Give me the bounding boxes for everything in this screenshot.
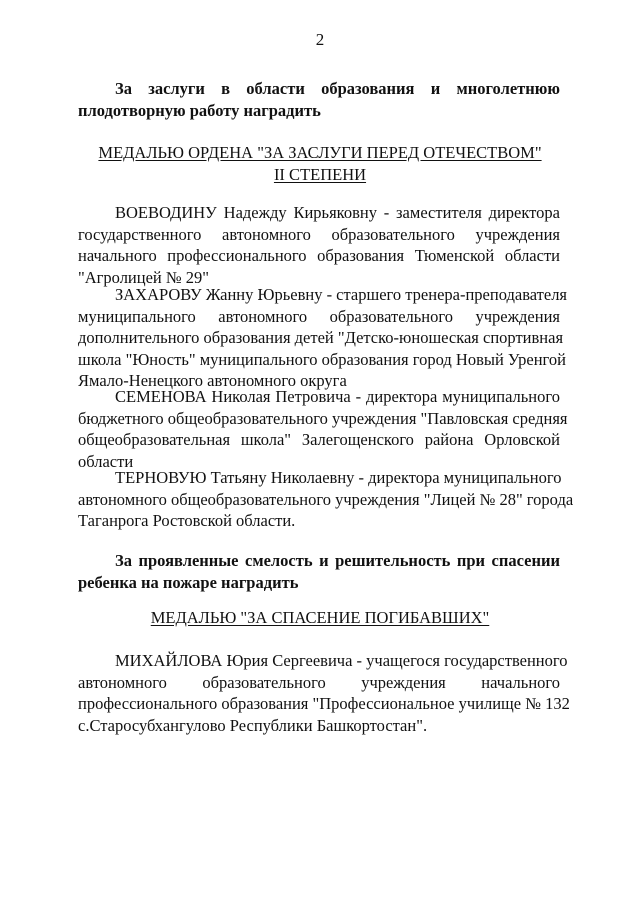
awardee-line: профессионального образования "Профессиональное училище № 132 xyxy=(78,694,570,713)
awardee-paragraph xyxy=(78,386,568,472)
section1-intro-line: плодотворную работу наградить xyxy=(78,100,321,120)
awardee-line: с.Старосубхангулово Республики Башкортостан". xyxy=(78,715,428,735)
award-title-line: МЕДАЛЬЮ ОРДЕНА "ЗА ЗАСЛУГИ ПЕРЕД ОТЕЧЕСТВОМ" xyxy=(98,143,542,162)
awardee-line: общеобразовательная школа" Залегощенского района Орловской xyxy=(78,430,560,449)
awardee-line: муниципального автономного образовательного учреждения xyxy=(78,306,560,326)
awardee-line: ВОЕВОДИНУ Надежду Кирьяковну - заместителя директора xyxy=(115,203,560,222)
awardee-paragraph xyxy=(78,284,568,392)
section1-intro-line: За заслуги в области образования и многолетнюю xyxy=(115,79,560,98)
section2-intro xyxy=(78,550,560,593)
awardee-paragraph xyxy=(78,202,560,288)
section1-intro xyxy=(78,78,560,121)
awardee-line: ТЕРНОВУЮ Татьяну Николаевну - директора муниципального xyxy=(115,468,562,487)
section2-intro-line: ребенка на пожаре наградить xyxy=(78,572,299,592)
awardee-line: ЗАХАРОВУ Жанну Юрьевну - старшего тренера-преподавателя xyxy=(115,285,568,304)
awardee-line: дополнительного образования детей "Детско-юношеская спортивная xyxy=(78,328,564,347)
award-title-line: МЕДАЛЬЮ "ЗА СПАСЕНИЕ ПОГИБАВШИХ" xyxy=(150,608,490,627)
section2-award-title xyxy=(0,607,640,629)
section1-award-title xyxy=(0,142,640,185)
awardee-line: государственного автономного образовательного учреждения xyxy=(78,224,560,244)
award-title-line: II СТЕПЕНИ xyxy=(273,164,367,184)
awardee-line: автономного образовательного учреждения начального xyxy=(78,672,560,692)
awardee-line: области xyxy=(78,451,134,471)
awardee-line: школа "Юность" муниципального образования город Новый Уренгой xyxy=(78,349,566,369)
awardee-line: автономного общеобразовательного учреждения "Лицей № 28" города xyxy=(78,489,574,509)
awardee-line: Таганрога Ростовской области. xyxy=(78,511,296,530)
awardee-line: "Агролицей № 29" xyxy=(78,267,209,287)
awardee-paragraph xyxy=(78,650,570,736)
awardee-line: Ямало-Ненецкого автономного округа xyxy=(78,371,347,390)
awardee-line: бюджетного общеобразовательного учреждения "Павловская средняя xyxy=(78,408,568,428)
awardee-line: МИХАЙЛОВА Юрия Сергеевича - учащегося государственного xyxy=(115,651,568,670)
page-number: 2 xyxy=(315,30,325,49)
awardee-line: начального профессионального образования Тюменской области xyxy=(78,246,560,265)
awardee-line: СЕМЕНОВА Николая Петровича - директора муниципального xyxy=(115,387,560,406)
awardee-paragraph xyxy=(78,467,574,532)
section2-intro-line: За проявленные смелость и решительность при спасении xyxy=(115,551,560,570)
